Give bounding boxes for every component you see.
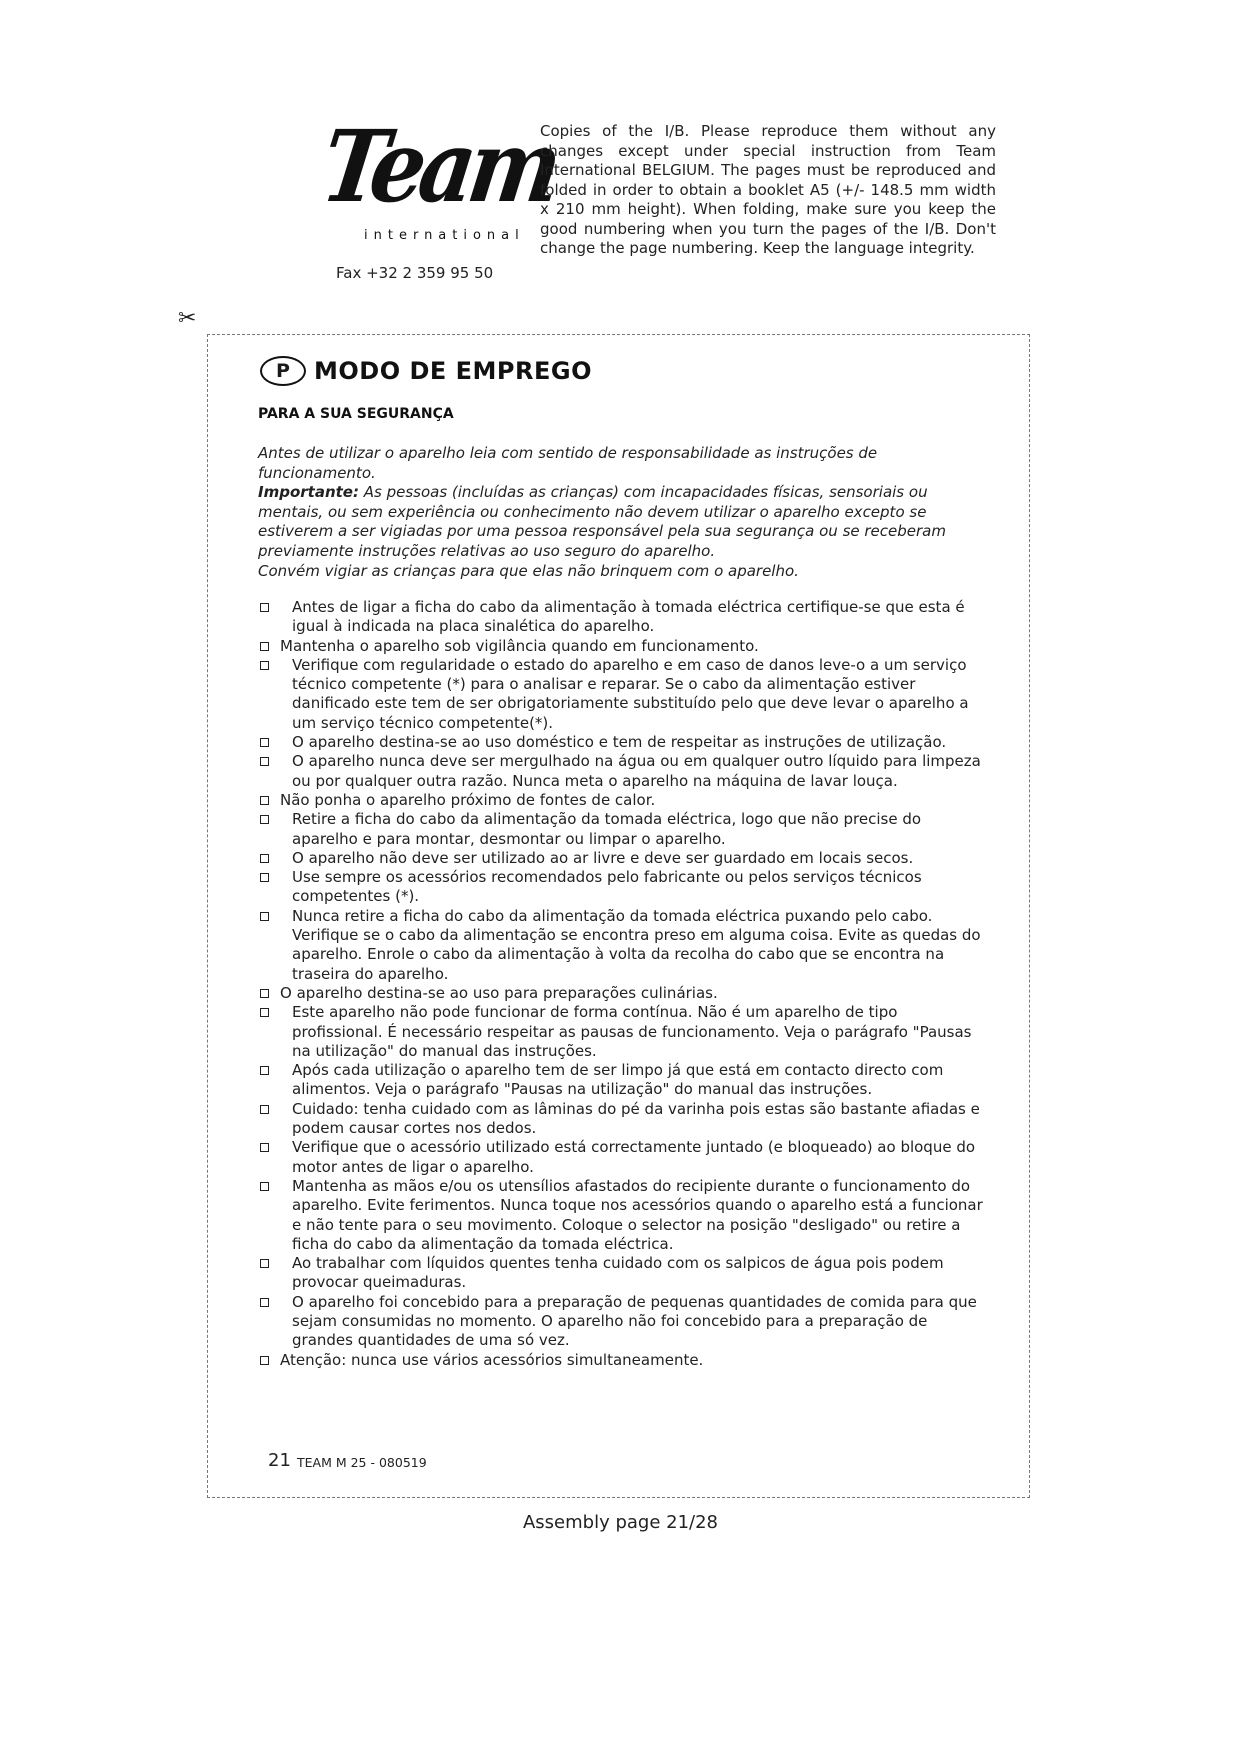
checkbox-bullet-icon — [260, 796, 269, 805]
checkbox-bullet-icon — [260, 1356, 269, 1365]
list-item: Após cada utilização o aparelho tem de ser limpo já que está em contacto directo com alimentos. Veja o parágrafo "Pausas na utilização" do manual das instruções. — [258, 1061, 990, 1100]
intro-line-1: Antes de utilizar o aparelho leia com sentido de responsabilidade as instruções de funcionamento. — [258, 444, 878, 482]
section-heading — [260, 356, 592, 386]
list-item: Retire a ficha do cabo da alimentação da tomada eléctrica, logo que não precise do aparelho e para montar, desmontar ou limpar o aparelho. — [258, 810, 990, 849]
list-item: Ao trabalhar com líquidos quentes tenha cuidado com os salpicos de água pois podem provocar queimaduras. — [258, 1254, 990, 1293]
scissors-icon: ✂ — [178, 306, 197, 331]
list-item: Não ponha o aparelho próximo de fontes de calor. — [258, 791, 990, 810]
checkbox-bullet-icon — [260, 642, 269, 651]
list-item: O aparelho não deve ser utilizado ao ar livre e deve ser guardado em locais secos. — [258, 849, 990, 868]
page-number: 21 — [268, 1450, 291, 1471]
list-item: Cuidado: tenha cuidado com as lâminas do pé da varinha pois estas são bastante afiadas e podem causar cortes nos dedos. — [258, 1100, 990, 1139]
checkbox-bullet-icon — [260, 1259, 269, 1268]
list-item: Verifique que o acessório utilizado está correctamente juntado (e bloqueado) ao bloque do motor antes de ligar o aparelho. — [258, 1138, 990, 1177]
intro-line-3: Convém vigiar as crianças para que elas não brinquem com o aparelho. — [258, 561, 799, 580]
checkbox-bullet-icon — [260, 912, 269, 921]
checkbox-bullet-icon — [260, 873, 269, 882]
important-label: Importante: — [258, 483, 359, 502]
list-item: O aparelho foi concebido para a preparação de pequenas quantidades de comida para que sejam consumidas no momento. O aparelho não foi concebido para a preparação de grandes quantidades de uma só vez. — [258, 1293, 990, 1351]
intro-text — [258, 444, 978, 581]
checkbox-bullet-icon — [260, 1008, 269, 1017]
list-item: Antes de ligar a ficha do cabo da alimentação à tomada eléctrica certifique-se que esta é igual à indicada na placa sinalética do aparelho. — [258, 598, 990, 637]
checkbox-bullet-icon — [260, 661, 269, 670]
safety-list — [258, 598, 990, 1370]
list-item: O aparelho destina-se ao uso doméstico e tem de respeitar as instruções de utilização. — [258, 733, 990, 752]
team-logo — [314, 108, 563, 253]
section-title: MODO DE EMPREGO — [314, 357, 592, 385]
model-code: TEAM M 25 - 080519 — [297, 1455, 427, 1470]
checkbox-bullet-icon — [260, 757, 269, 766]
assembly-page-label: Assembly page 21/28 — [522, 1512, 719, 1533]
important-paragraph — [258, 483, 978, 561]
list-item: Nunca retire a ficha do cabo da alimentação da tomada eléctrica puxando pelo cabo. Verifique se o cabo da alimentação se encontra preso em alguma coisa. Evite as quedas do aparelho. Enrole o cabo da alimentação à volta da recolha do cabo que se encontra na traseira do aparelho. — [258, 907, 990, 984]
important-text: As pessoas (incluídas as crianças) com incapacidades físicas, sensoriais ou mentais, ou sem experiência ou conhecimento não devem utilizar o aparelho excepto se estiverem a ser vigiadas por uma pessoa responsável pela sua segurança ou se receberam previamente instruções relativas ao uso seguro do aparelho. — [258, 483, 946, 560]
reproduction-note: Copies of the I/B. Please reproduce them without any changes except under special instruction from Team International BELGIUM. The pages must be reproduced and folded in order to obtain a booklet A5 (+/- 148.5 mm width x 210 mm height). When folding, make sure you keep the good numbering when you turn the pages of the I/B. Don't change the page numbering. Keep the language integrity. — [540, 122, 996, 257]
list-item: Este aparelho não pode funcionar de forma contínua. Não é um aparelho de tipo profissional. É necessário respeitar as pausas de funcionamento. Veja o parágrafo "Pausas na utilização" do manual das instruções. — [258, 1003, 990, 1061]
list-item: Use sempre os acessórios recomendados pelo fabricante ou pelos serviços técnicos competentes (*). — [258, 868, 990, 907]
logo-subtitle: international — [364, 228, 525, 243]
language-badge: P — [260, 356, 306, 386]
checkbox-bullet-icon — [260, 989, 269, 998]
checkbox-bullet-icon — [260, 1298, 269, 1307]
list-item: Atenção: nunca use vários acessórios simultaneamente. — [258, 1351, 990, 1370]
checkbox-bullet-icon — [260, 603, 269, 612]
list-item: Mantenha as mãos e/ou os utensílios afastados do recipiente durante o funcionamento do aparelho. Evite ferimentos. Nunca toque nos acessórios quando o aparelho está a funcionar e não tente para o seu movimento. Coloque o selector na posição "desligado" ou retire a ficha do cabo da alimentação da tomada eléctrica. — [258, 1177, 990, 1254]
list-item: Mantenha o aparelho sob vigilância quando em funcionamento. — [258, 637, 990, 656]
checkbox-bullet-icon — [260, 1105, 269, 1114]
list-item: O aparelho destina-se ao uso para preparações culinárias. — [258, 984, 990, 1003]
section-subtitle: PARA A SUA SEGURANÇA — [258, 406, 454, 422]
checkbox-bullet-icon — [260, 854, 269, 863]
list-item: Verifique com regularidade o estado do aparelho e em caso de danos leve-o a um serviço técnico competente (*) para o analisar e reparar. Se o cabo da alimentação estiver danificado este tem de ser obrigatoriamente substituído pelo que deve levar o aparelho a um serviço técnico competente(*). — [258, 656, 990, 733]
list-item: O aparelho nunca deve ser mergulhado na água ou em qualquer outro líquido para limpeza ou por qualquer outra razão. Nunca meta o aparelho na máquina de lavar louça. — [258, 752, 990, 791]
logo-wordmark: Team — [314, 108, 563, 225]
checkbox-bullet-icon — [260, 1143, 269, 1152]
fax-number: Fax +32 2 359 95 50 — [336, 264, 494, 282]
checkbox-bullet-icon — [260, 1066, 269, 1075]
checkbox-bullet-icon — [260, 815, 269, 824]
checkbox-bullet-icon — [260, 738, 269, 747]
checkbox-bullet-icon — [260, 1182, 269, 1191]
